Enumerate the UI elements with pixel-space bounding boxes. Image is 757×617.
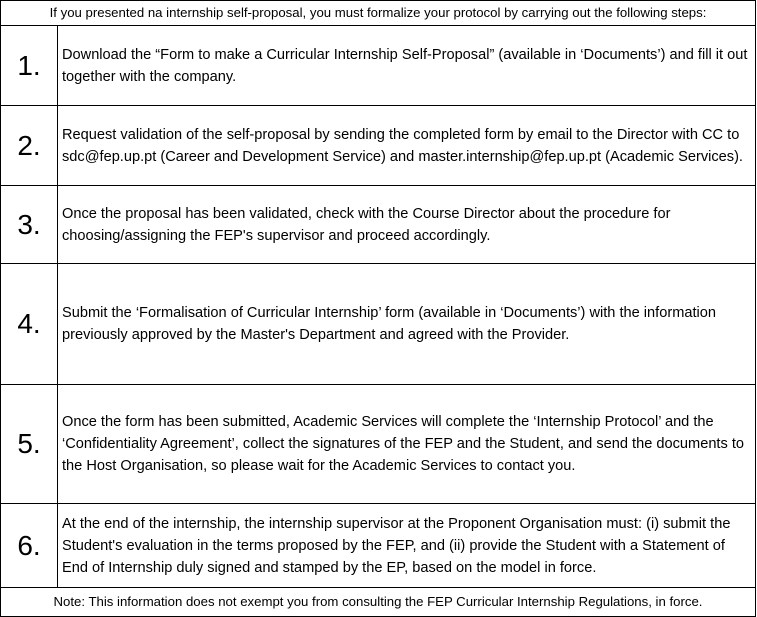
step-row-3 [1, 186, 756, 264]
step-number-4: 4. [1, 264, 58, 385]
step-text-1: Download the “Form to make a Curricular Internship Self-Proposal” (available in ‘Documents’) and fill it out together with the company. [58, 26, 756, 106]
step-row-4 [1, 264, 756, 385]
step-text-3: Once the proposal has been validated, check with the Course Director about the procedure for choosing/assigning the FEP's supervisor and proceed accordingly. [58, 186, 756, 264]
step-row-2 [1, 106, 756, 186]
step-row-1 [1, 26, 756, 106]
step-number-6: 6. [1, 504, 58, 588]
header-row [1, 1, 756, 26]
step-number-2: 2. [1, 106, 58, 186]
step-row-5 [1, 385, 756, 504]
step-number-1: 1. [1, 26, 58, 106]
step-row-6 [1, 504, 756, 588]
step-text-2: Request validation of the self-proposal by sending the completed form by email to the Director with CC to sdc@fep.up.pt (Career and Development Service) and master.internship@fep.up.pt (Academic Services). [58, 106, 756, 186]
header-text: If you presented na internship self-proposal, you must formalize your protocol by carrying out the following steps: [1, 1, 756, 26]
footer-row [1, 588, 756, 617]
step-text-5: Once the form has been submitted, Academic Services will complete the ‘Internship Protocol’ and the ‘Confidentiality Agreement’, collect the signatures of the FEP and the Student, and send the documents to the Host Organisation, so please wait for the Academic Services to contact you. [58, 385, 756, 504]
step-number-5: 5. [1, 385, 58, 504]
step-text-6: At the end of the internship, the internship supervisor at the Proponent Organisation must: (i) submit the Student's evaluation in the terms proposed by the FEP, and (ii) provide the Student with a Statement of End of Internship duly signed and stamped by the EP, based on the model in force. [58, 504, 756, 588]
step-text-4: Submit the ‘Formalisation of Curricular Internship’ form (available in ‘Documents’) with the information previously approved by the Master's Department and agreed with the Provider. [58, 264, 756, 385]
footer-note: Note: This information does not exempt you from consulting the FEP Curricular Internship Regulations, in force. [1, 588, 756, 617]
step-number-3: 3. [1, 186, 58, 264]
